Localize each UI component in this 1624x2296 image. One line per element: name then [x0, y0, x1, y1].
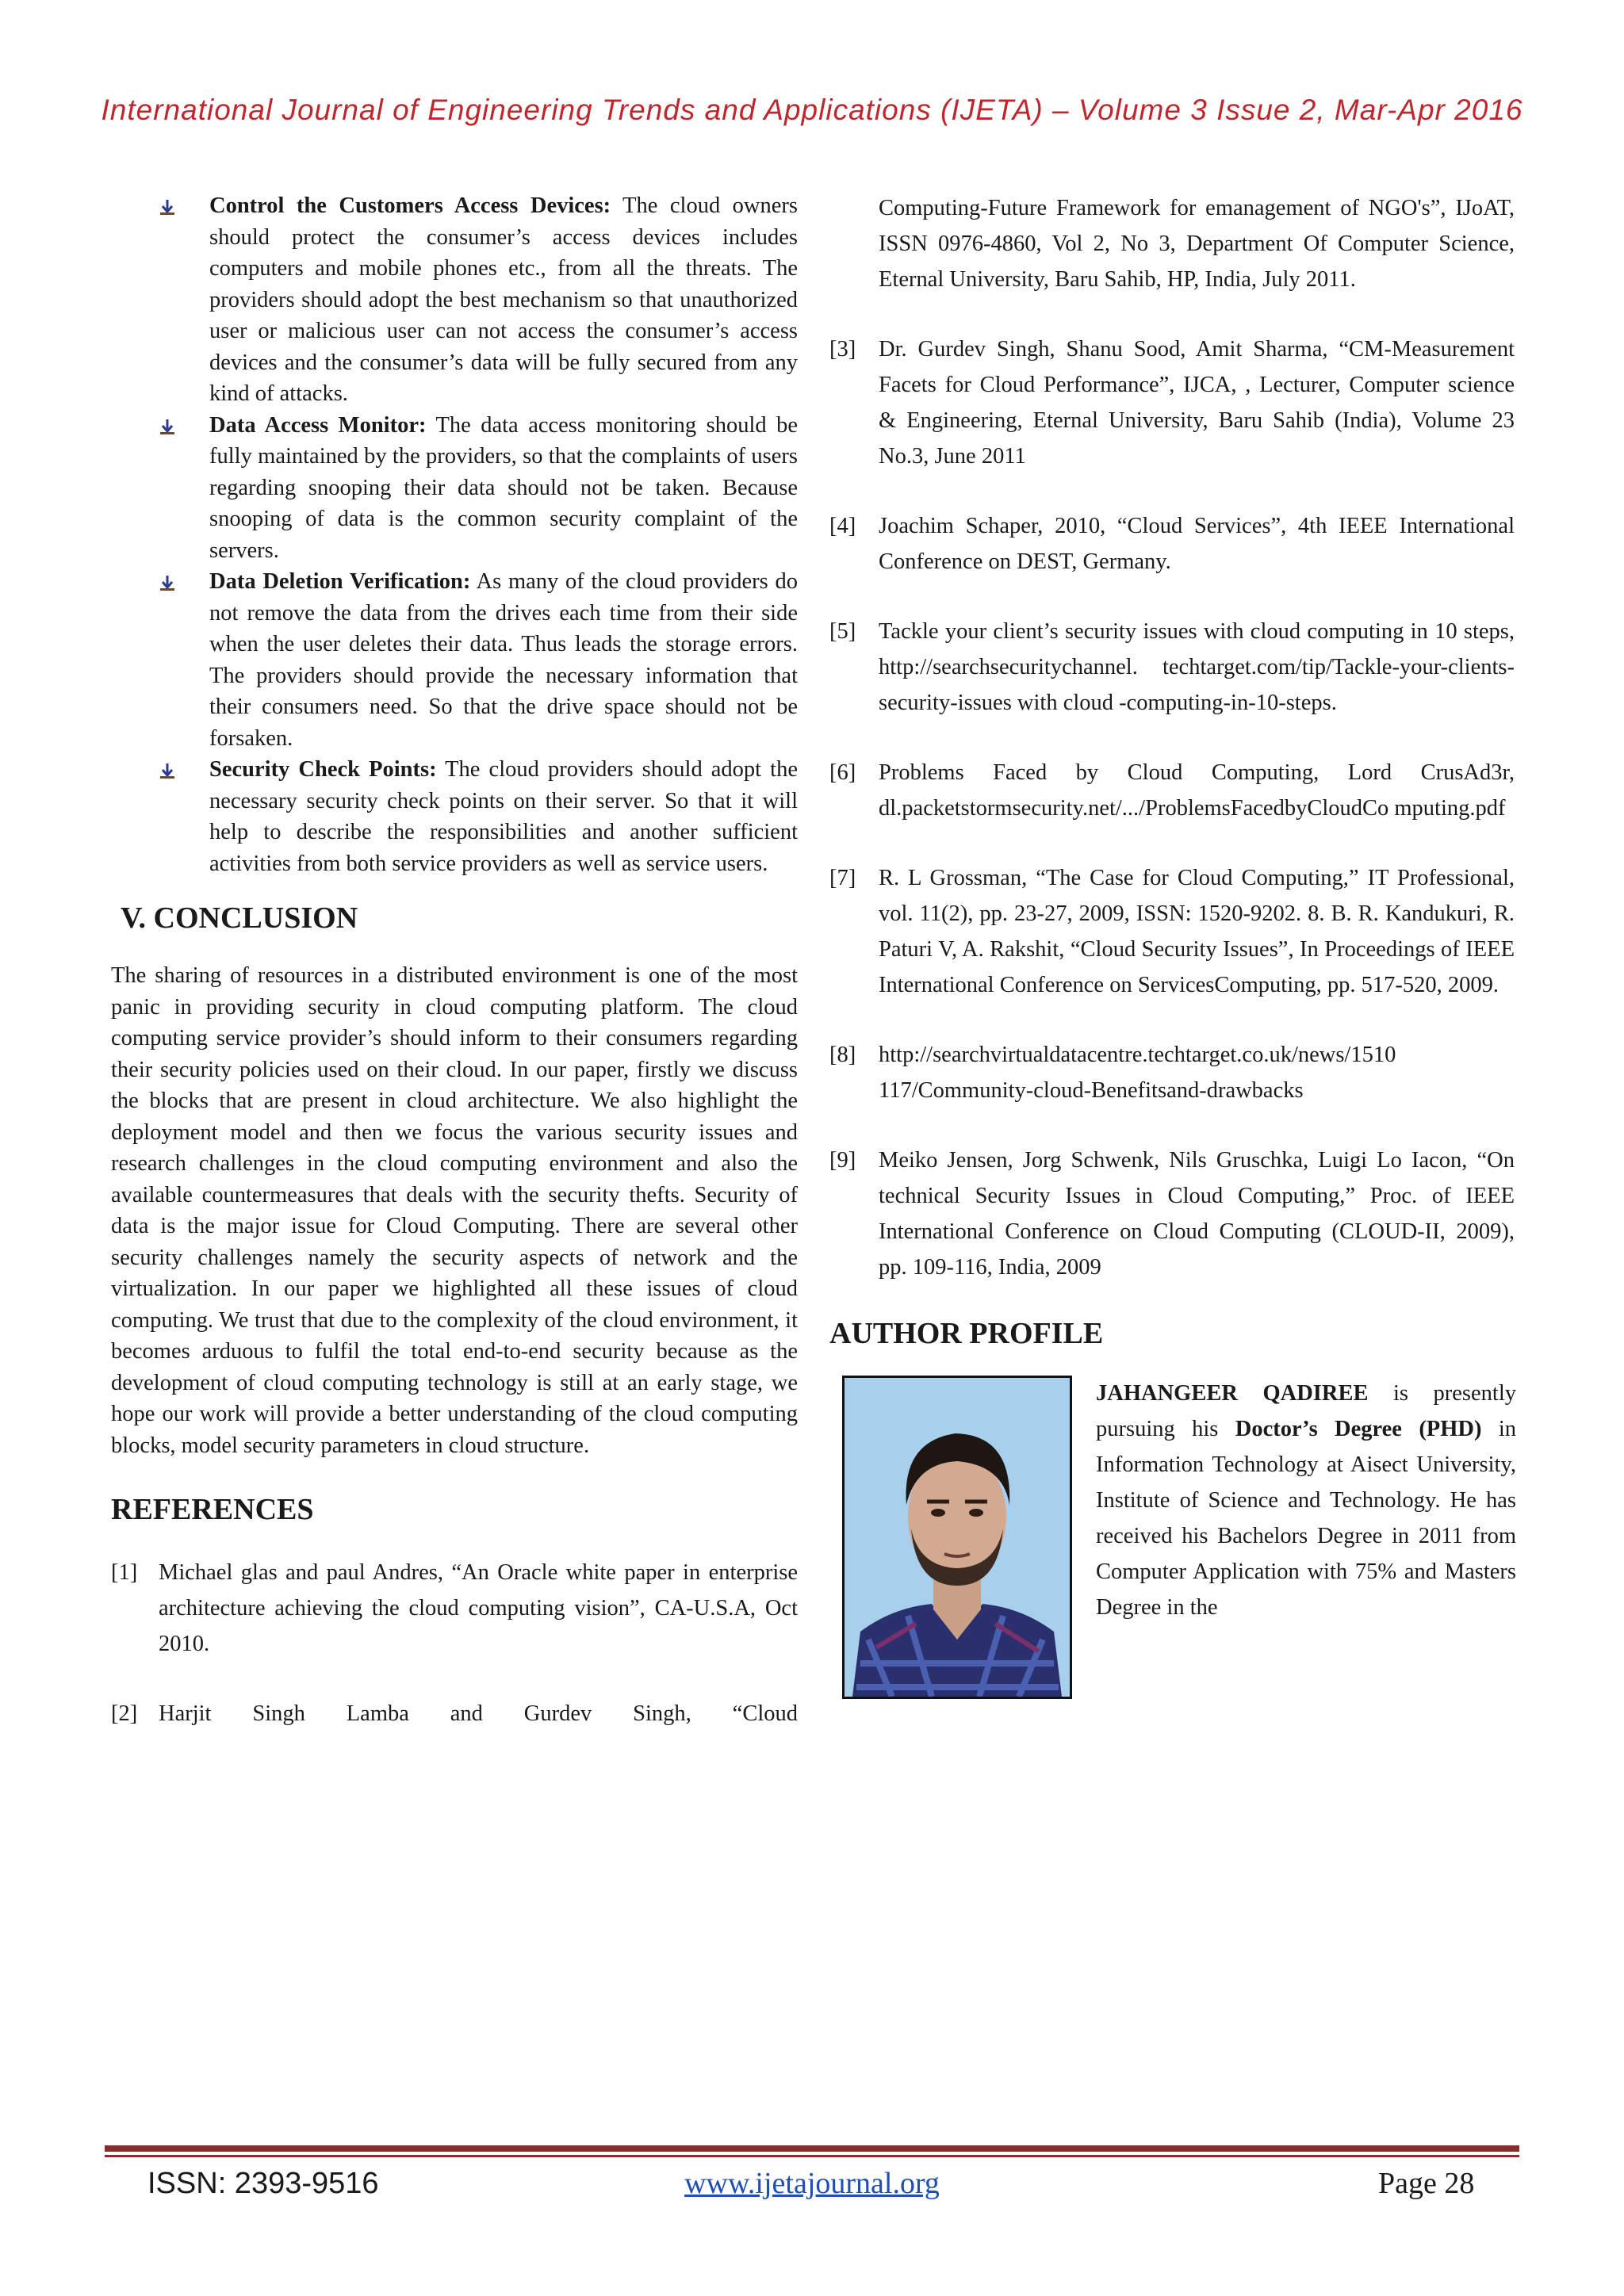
left-column: [111, 190, 798, 1766]
bullet-text: The cloud owners should protect the consumer’s access devices includes computers and mobile phones etc., from all the threats. The providers should adopt the best mechanism so that unauthorized user or malicious user can not access the consumer’s access devices and the consumer’s data will be fully secured from any kind of attacks.: [209, 193, 798, 406]
footer-website-link[interactable]: www.ijetajournal.org: [684, 2167, 940, 2200]
reference-number: [5]: [829, 619, 856, 644]
reference-item: [111, 1555, 798, 1662]
running-header: International Journal of Engineering Trends and Applications (IJETA) – Volume 3 Issue 2, Mar-Apr 2016: [101, 94, 1523, 126]
conclusion-heading: V. CONCLUSION: [121, 901, 358, 935]
bio-degree: Doctor’s Degree (PHD): [1235, 1417, 1482, 1441]
conclusion-text: The sharing of resources in a distributed environment is one of the most panic in providing security in cloud computing platform. The cloud computing service provider’s should inform to their consumers regarding their security policies used on their cloud. In our paper, firstly we discuss the blocks that are present in cloud architecture. We also highlight the deployment model and then we focus the various security issues and research challenges in the cloud computing environment and also the available countermeasures that deals with the security thefts. Security of data is the major issue for Cloud Computing. There are several other security challenges namely the security aspects of network and the virtualization. In our paper we highlighted all these issues of cloud computing. We trust that due to the complexity of the cloud environment, it becomes arduous to fulfil the total end-to-end security because as the development of cloud computing technology is still at an early stage, we hope our work will provide a better understanding of the cloud computing blocks, model security parameters in cloud structure.: [111, 963, 798, 1458]
reference-item: [829, 1037, 1515, 1108]
reference-number: [6]: [829, 760, 856, 785]
bullet-arrow-icon: [159, 763, 176, 781]
reference-number: [1]: [111, 1560, 138, 1585]
reference-item: [829, 1142, 1515, 1285]
bullet-item: [111, 566, 798, 754]
bullet-title: Control the Customers Access Devices:: [209, 193, 611, 218]
reference-item: [829, 331, 1515, 474]
reference-number: [7]: [829, 866, 856, 890]
reference-text: Meiko Jensen, Jorg Schwenk, Nils Gruschka, Luigi Lo Iacon, “On technical Security Issues in Cloud Computing,” Proc. of IEEE International Conference on Cloud Computing (CLOUD-II, 2009), pp. 109-116, India, 2009: [879, 1148, 1515, 1280]
reference-text: Michael glas and paul Andres, “An Oracle white paper in enterprise architecture achieving the cloud computing vision”, CA-U.S.A, Oct 2010.: [159, 1560, 798, 1656]
bullet-arrow-icon: [159, 576, 176, 593]
bullet-title: Data Deletion Verification:: [209, 569, 471, 594]
right-column: [829, 190, 1515, 1709]
reference-number: [8]: [829, 1043, 856, 1067]
bullet-title: Security Check Points:: [209, 757, 437, 782]
reference-text: Problems Faced by Cloud Computing, Lord CrusAd3r, dl.packetstormsecurity.net/.../ProblemsFacedbyCloudCo mputing.pdf: [879, 760, 1515, 821]
reference-text: http://searchvirtualdatacentre.techtarget.co.uk/news/1510 117/Community-cloud-Benefitsand-drawbacks: [879, 1043, 1396, 1103]
bio-text: is presently pursuing his: [1096, 1381, 1516, 1441]
reference-continuation: [829, 190, 1515, 297]
bullet-item: [111, 754, 798, 879]
author-bio: [1096, 1376, 1516, 1625]
reference-item: [829, 508, 1515, 580]
author-photo: [842, 1376, 1072, 1699]
author-profile: [829, 1376, 1515, 1709]
footer-issn: ISSN: 2393-9516: [147, 2167, 379, 2200]
reference-item: [829, 755, 1515, 826]
reference-text: Tackle your client’s security issues with cloud computing in 10 steps, http://searchsecuritychannel. techtarget.com/tip/Tackle-your-clients-security-issues with cloud -computing-in-10-steps.: [879, 619, 1515, 715]
bullet-item: [111, 410, 798, 567]
reference-number: [2]: [111, 1701, 138, 1726]
reference-text: Joachim Schaper, 2010, “Cloud Services”, 4th IEEE International Conference on DEST, Germany.: [879, 514, 1515, 574]
reference-text: Harjit Singh Lamba and Gurdev Singh, “Cloud: [159, 1701, 798, 1726]
reference-item: [829, 614, 1515, 721]
reference-text: Dr. Gurdev Singh, Shanu Sood, Amit Sharma, “CM-Measurement Facets for Cloud Performance”, IJCA, , Lecturer, Computer science & Engineering, Eternal University, Baru Sahib (India), Volume 23 No.3, June 2011: [879, 337, 1515, 469]
reference-number: [4]: [829, 514, 856, 538]
footer-divider: [105, 2145, 1519, 2152]
footer-divider-thin: [105, 2155, 1519, 2157]
bullet-text: The data access monitoring should be fully maintained by the providers, so that the complaints of users regarding snooping their data should not be taken. Because snooping of data is the common security complaint of the servers.: [209, 412, 798, 563]
reference-item: [111, 1696, 798, 1732]
references-heading: REFERENCES: [111, 1493, 314, 1526]
author-profile-heading: AUTHOR PROFILE: [829, 1317, 1104, 1350]
bullet-item: [111, 190, 798, 410]
bullet-title: Data Access Monitor:: [209, 412, 427, 438]
footer-page-number: Page 28: [1378, 2167, 1475, 2200]
bullet-arrow-icon: [159, 419, 176, 437]
reference-item: [829, 860, 1515, 1003]
bullet-text: As many of the cloud providers do not remove the data from the drives each time from their side when the user deletes their data. Thus leads the storage errors. The providers should provide the necessary information that their consumers need. So that the drive space should not be forsaken.: [209, 569, 799, 751]
bio-text: in Information Technology at Aisect University, Institute of Science and Technology. He has received his Bachelors Degree in 2011 from Computer Application with 75% and Masters Degree in the: [1096, 1417, 1517, 1620]
bullet-arrow-icon: [159, 200, 176, 217]
reference-text: Computing-Future Framework for emanagement of NGO's”, IJoAT, ISSN 0976-4860, Vol 2, No 3, Department Of Computer Science, Eternal University, Baru Sahib, HP, India, July 2011.: [879, 196, 1515, 292]
reference-text: R. L Grossman, “The Case for Cloud Computing,” IT Professional, vol. 11(2), pp. 23-27, 2009, ISSN: 1520-9202. 8. B. R. Kandukuri, R. Paturi V, A. Rakshit, “Cloud Security Issues”, In Proceedings of IEEE International Conference on ServicesComputing, pp. 517-520, 2009.: [879, 866, 1515, 997]
reference-number: [3]: [829, 337, 856, 362]
author-name: JAHANGEER QADIREE: [1096, 1381, 1369, 1406]
bullet-text: The cloud providers should adopt the necessary security check points on their server. So that it will help to describe the responsibilities and another sufficient activities from both service providers as well as service users.: [209, 757, 799, 876]
reference-number: [9]: [829, 1148, 856, 1173]
